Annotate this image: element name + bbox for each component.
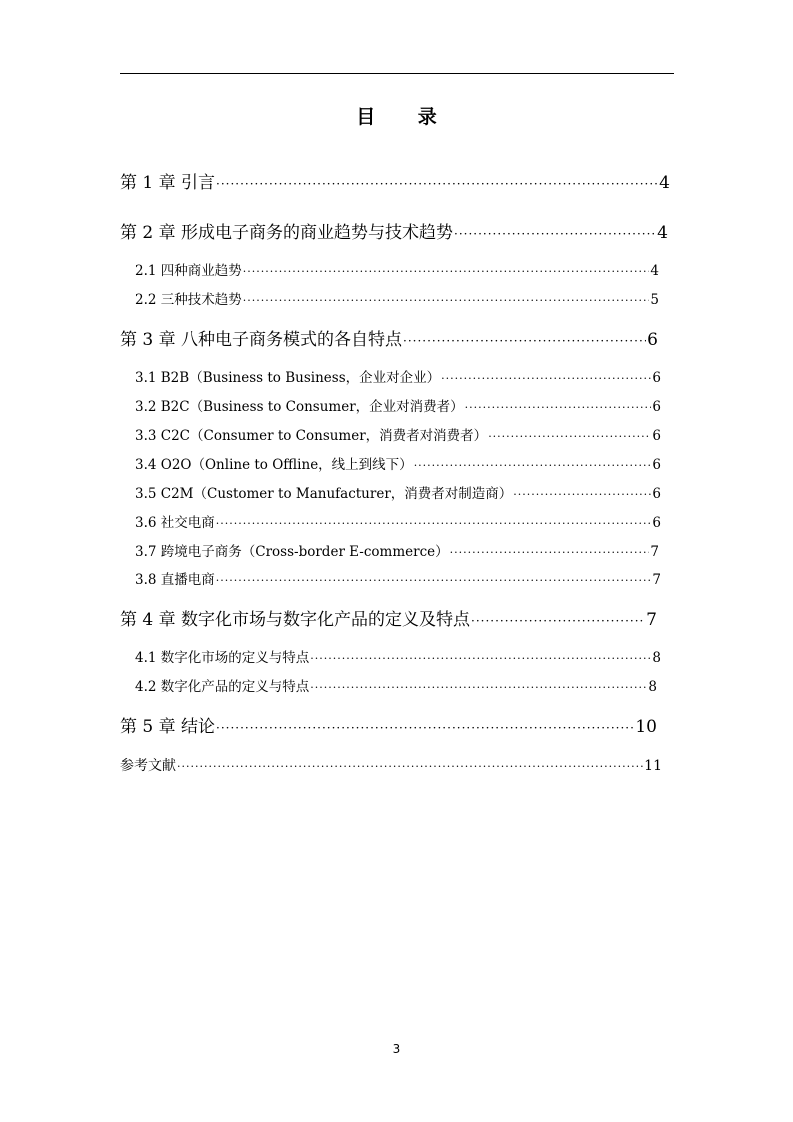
dot-leader xyxy=(177,758,643,775)
toc-entry-page: 7 xyxy=(646,610,657,630)
dot-leader xyxy=(414,457,652,474)
toc-entry-label: 2.1 四种商业趋势 xyxy=(135,263,242,279)
toc-entry-section-3-6[interactable] xyxy=(135,514,661,532)
dot-leader xyxy=(488,428,651,445)
dot-leader xyxy=(310,679,647,696)
toc-entry-page: 7 xyxy=(650,544,659,560)
toc-entry-label: 3.8 直播电商 xyxy=(135,572,215,588)
toc-entry-page: 4 xyxy=(659,173,670,193)
page-title: 目 录 xyxy=(356,106,455,128)
toc-entry-chapter-3[interactable] xyxy=(120,329,658,351)
toc-entry-section-4-2[interactable] xyxy=(135,678,657,696)
toc-entry-chapter-4[interactable] xyxy=(120,609,657,631)
dot-leader xyxy=(441,370,651,387)
toc-entry-page: 6 xyxy=(652,399,661,415)
dot-leader xyxy=(243,263,650,280)
toc-entry-chapter-1[interactable] xyxy=(120,172,670,194)
toc-entry-section-2-2[interactable] xyxy=(135,291,659,309)
toc-entry-label: 3.3 C2C（Consumer to Consumer，消费者对消费者） xyxy=(135,428,488,444)
dot-leader xyxy=(216,173,658,194)
toc-entry-label: 第 3 章 八种电子商务模式的各自特点 xyxy=(120,330,403,350)
page-number: 3 xyxy=(392,1042,401,1056)
toc-entry-page: 10 xyxy=(635,717,657,737)
toc-entry-page: 6 xyxy=(652,457,661,473)
dot-leader xyxy=(216,515,652,532)
toc-entry-label: 第 1 章 引言 xyxy=(120,173,216,193)
dot-leader xyxy=(465,399,652,416)
toc-entry-page: 6 xyxy=(647,330,658,350)
toc-entry-page: 11 xyxy=(644,758,662,774)
toc-entry-chapter-5[interactable] xyxy=(120,716,657,738)
toc-entry-section-3-4[interactable] xyxy=(135,456,661,474)
toc-entry-page: 5 xyxy=(650,292,659,308)
dot-leader xyxy=(310,650,651,667)
toc-entry-label: 4.2 数字化产品的定义与特点 xyxy=(135,679,310,695)
dot-leader xyxy=(450,544,650,561)
toc-entry-label: 第 2 章 形成电子商务的商业趋势与技术趋势 xyxy=(120,223,454,243)
toc-entry-label: 3.6 社交电商 xyxy=(135,515,215,531)
dot-leader xyxy=(216,717,634,738)
toc-entry-page: 6 xyxy=(652,515,661,531)
toc-entry-section-3-3[interactable] xyxy=(135,427,661,445)
toc-entry-label: 3.7 跨境电子商务（Cross-border E-commerce） xyxy=(135,544,449,560)
toc-entry-page: 4 xyxy=(650,263,659,279)
toc-entry-label: 参考文献 xyxy=(120,758,176,774)
toc-entry-label: 4.1 数字化市场的定义与特点 xyxy=(135,650,310,666)
dot-leader xyxy=(454,223,656,244)
toc-entry-page: 8 xyxy=(648,679,657,695)
toc-entry-page: 6 xyxy=(652,486,661,502)
toc-entry-chapter-2[interactable] xyxy=(120,222,668,244)
toc-entry-page: 8 xyxy=(652,650,661,666)
toc-entry-label: 3.2 B2C（Business to Consumer，企业对消费者） xyxy=(135,399,464,415)
toc-entry-page: 6 xyxy=(652,428,661,444)
toc-entry-section-3-5[interactable] xyxy=(135,485,661,503)
toc-entry-references[interactable] xyxy=(120,757,662,775)
toc-entry-label: 第 5 章 结论 xyxy=(120,717,216,737)
dot-leader xyxy=(243,292,650,309)
toc-entry-page: 4 xyxy=(657,223,668,243)
toc-entry-label: 3.4 O2O（Online to Offline，线上到线下） xyxy=(135,457,413,473)
toc-entry-label: 3.5 C2M（Customer to Manufacturer，消费者对制造商） xyxy=(135,486,513,502)
toc-entry-section-2-1[interactable] xyxy=(135,262,659,280)
toc-entry-label: 2.2 三种技术趋势 xyxy=(135,292,242,308)
toc-entry-page: 6 xyxy=(652,370,661,386)
dot-leader xyxy=(216,572,652,589)
dot-leader xyxy=(471,610,645,631)
toc-entry-section-3-7[interactable] xyxy=(135,543,659,561)
toc-entry-label: 3.1 B2B（Business to Business，企业对企业） xyxy=(135,370,441,386)
toc-entry-section-3-8[interactable] xyxy=(135,571,661,589)
toc-entry-label: 第 4 章 数字化市场与数字化产品的定义及特点 xyxy=(120,610,471,630)
toc-entry-section-4-1[interactable] xyxy=(135,649,661,667)
dot-leader xyxy=(513,486,651,503)
toc-entry-page: 7 xyxy=(652,572,661,588)
dot-leader xyxy=(403,330,646,351)
toc-entry-section-3-1[interactable] xyxy=(135,369,661,387)
toc-entry-section-3-2[interactable] xyxy=(135,398,661,416)
